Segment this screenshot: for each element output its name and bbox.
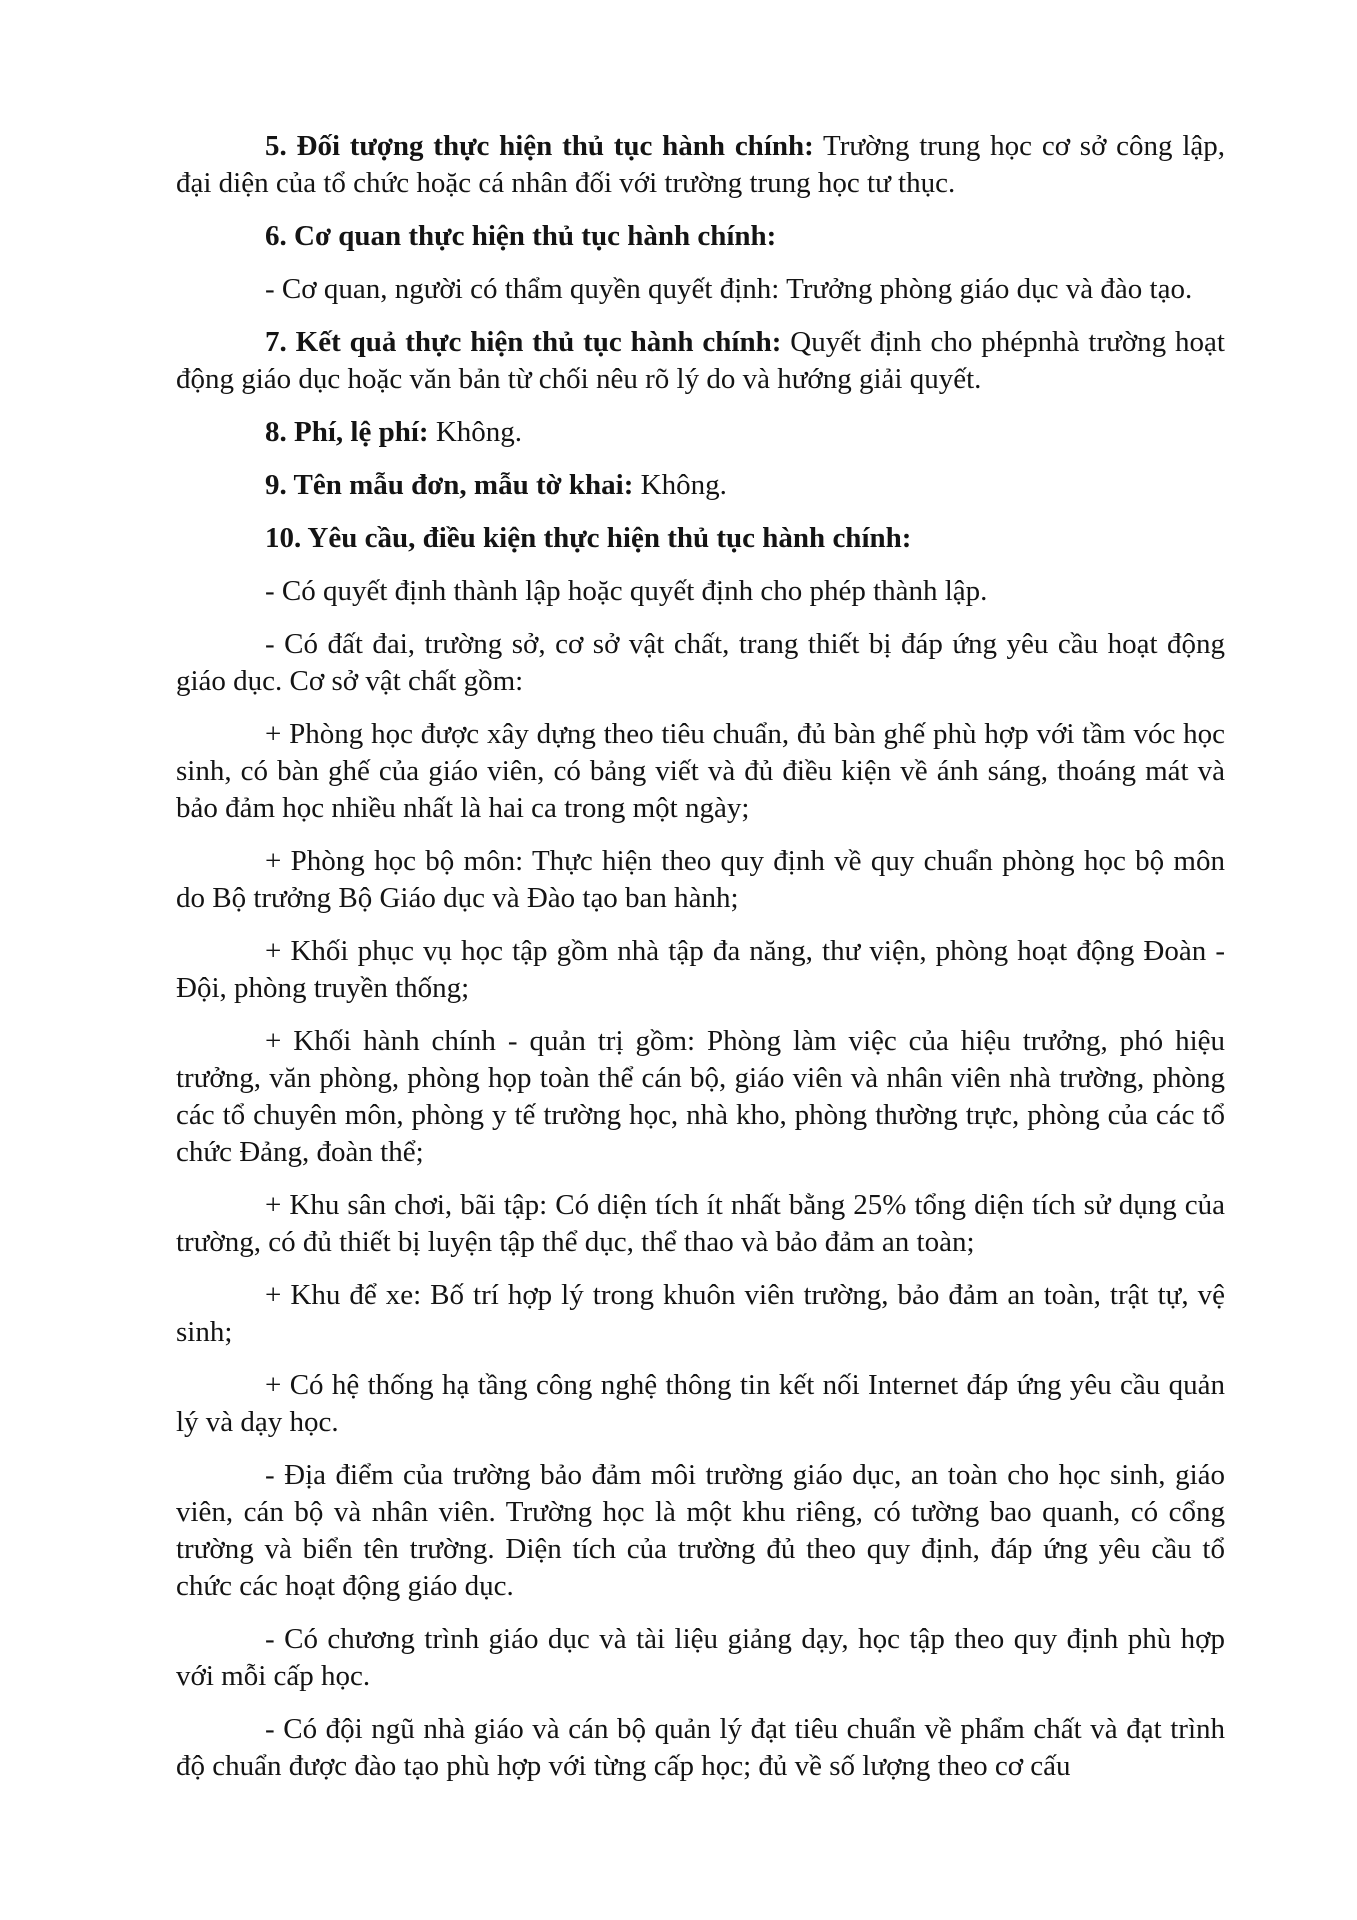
list-item-parking [176,1277,1225,1351]
section-text: Không. [633,469,727,501]
paragraph-text: - Có đất đai, trường sở, cơ sở vật chất, trang thiết bị đáp ứng yêu cầu hoạt động giáo dục. Cơ sở vật chất gồm: [176,628,1225,697]
paragraph-location [176,1457,1225,1605]
list-item-text: + Khu sân chơi, bãi tập: Có diện tích ít nhất bằng 25% tổng diện tích sử dụng của trường, có đủ thiết bị luyện tập thể dục, thể thao và bảo đảm an toàn; [176,1189,1225,1258]
paragraph-curriculum [176,1621,1225,1695]
list-item-classrooms [176,716,1225,827]
section-7-result [176,324,1225,398]
paragraph-facilities [176,626,1225,700]
list-item-subject-rooms [176,843,1225,917]
document-page [176,128,1225,1801]
section-5-target-subjects [176,128,1225,202]
paragraph-teaching-staff [176,1711,1225,1785]
paragraph-competent-authority [176,271,1225,308]
list-item-learning-services [176,933,1225,1007]
paragraph-establishment-decision [176,573,1225,610]
list-item-it-infrastructure [176,1367,1225,1441]
section-label: 9. Tên mẫu đơn, mẫu tờ khai: [265,469,634,501]
section-label: 7. Kết quả thực hiện thủ tục hành chính: [265,326,782,358]
list-item-text: + Phòng học bộ môn: Thực hiện theo quy định về quy chuẩn phòng học bộ môn do Bộ trưởng Bộ Giáo dục và Đào tạo ban hành; [176,845,1225,914]
paragraph-text: - Địa điểm của trường bảo đảm môi trường giáo dục, an toàn cho học sinh, giáo viên, cán bộ và nhân viên. Trường học là một khu riêng, có tường bao quanh, có cổng trường và biển tên trường. Diện tích của trường đủ theo quy định, đáp ứng yêu cầu tổ chức các hoạt động giáo dục. [176,1459,1225,1602]
section-text: Không. [428,416,523,448]
section-label: 5. Đối tượng thực hiện thủ tục hành chính: [265,130,814,162]
paragraph-text: - Có chương trình giáo dục và tài liệu giảng dạy, học tập theo quy định phù hợp với mỗi cấp học. [176,1623,1225,1692]
section-text: Trường trung học cơ sở công lập, đại diện của tổ chức hoặc cá nhân đối với trường trung học tư thục. [176,130,1225,199]
list-item-text: + Khu để xe: Bố trí hợp lý trong khuôn viên trường, bảo đảm an toàn, trật tự, vệ sinh; [176,1279,1225,1348]
paragraph-text: - Có quyết định thành lập hoặc quyết định cho phép thành lập. [265,575,988,607]
section-text: Quyết định cho phépnhà trường hoạt động giáo dục hoặc văn bản từ chối nêu rõ lý do và hướng giải quyết. [176,326,1225,395]
section-label: 6. Cơ quan thực hiện thủ tục hành chính: [265,220,777,252]
section-label: 8. Phí, lệ phí: [265,416,429,448]
section-9-form-names [176,467,1225,504]
list-item-text: + Khối hành chính - quản trị gồm: Phòng làm việc của hiệu trưởng, phó hiệu trưởng, văn phòng, phòng họp toàn thể cán bộ, giáo viên và nhân viên nhà trường, phòng các tổ chuyên môn, phòng y tế trường học, nhà kho, phòng thường trực, phòng của các tổ chức Đảng, đoàn thể; [176,1025,1225,1168]
section-8-fees [176,414,1225,451]
paragraph-text: - Cơ quan, người có thẩm quyền quyết định: Trưởng phòng giáo dục và đào tạo. [265,273,1193,305]
paragraph-text: - Có đội ngũ nhà giáo và cán bộ quản lý đạt tiêu chuẩn về phẩm chất và đạt trình độ chuẩn được đào tạo phù hợp với từng cấp học; đủ về số lượng theo cơ cấu [176,1713,1225,1782]
list-item-administration [176,1023,1225,1171]
list-item-text: + Khối phục vụ học tập gồm nhà tập đa năng, thư viện, phòng hoạt động Đoàn - Đội, phòng truyền thống; [176,935,1225,1004]
section-10-requirements [176,520,1225,557]
list-item-text: + Có hệ thống hạ tầng công nghệ thông tin kết nối Internet đáp ứng yêu cầu quản lý và dạy học. [176,1369,1225,1438]
list-item-text: + Phòng học được xây dựng theo tiêu chuẩn, đủ bàn ghế phù hợp với tầm vóc học sinh, có bàn ghế của giáo viên, có bảng viết và đủ điều kiện về ánh sáng, thoáng mát và bảo đảm học nhiều nhất là hai ca trong một ngày; [176,718,1225,824]
list-item-playground [176,1187,1225,1261]
section-label: 10. Yêu cầu, điều kiện thực hiện thủ tục hành chính: [265,522,912,554]
section-6-implementing-agency [176,218,1225,255]
